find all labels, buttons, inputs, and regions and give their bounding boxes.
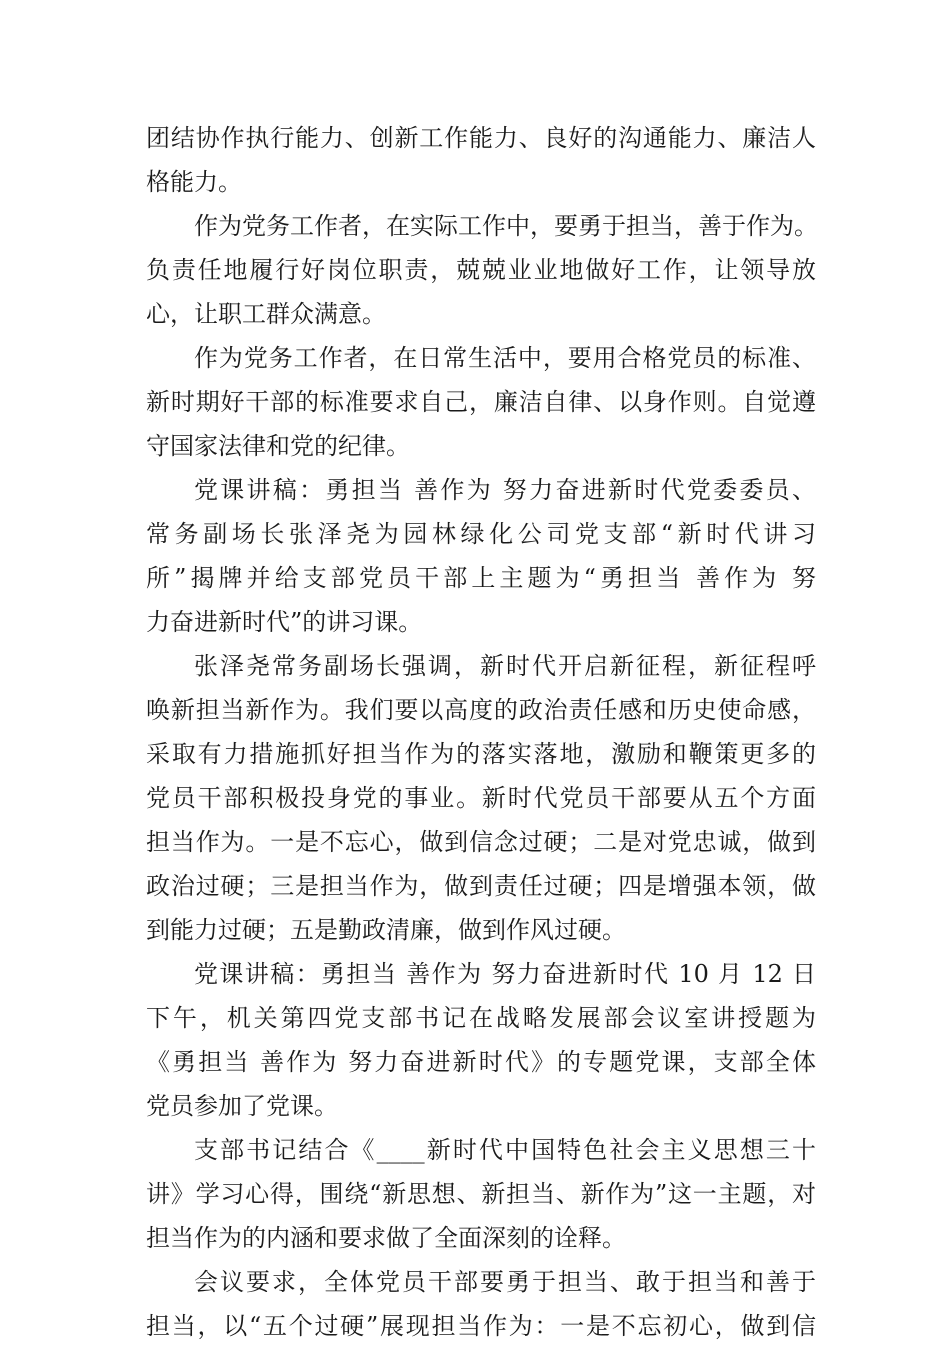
paragraph xyxy=(146,204,816,336)
text-line: 会议要求，全体党员干部要勇于担当、敢于担当和善于 xyxy=(194,1268,816,1296)
text-line: 到能力过硬；五是勤政清廉，做到作风过硬。 xyxy=(146,916,626,944)
paragraph xyxy=(146,1128,816,1260)
text-line: 下午，机关第四党支部书记在战略发展部会议室讲授题为 xyxy=(146,1004,816,1032)
text-line: 担当作为的内涵和要求做了全面深刻的诠释。 xyxy=(146,1224,626,1252)
text-line: 党员参加了党课。 xyxy=(146,1092,338,1120)
paragraph xyxy=(146,336,816,468)
text-line: 采取有力措施抓好担当作为的落实落地，激励和鞭策更多的 xyxy=(146,740,816,768)
text-line: 张泽尧常务副场长强调，新时代开启新征程，新征程呼 xyxy=(194,652,816,680)
paragraph xyxy=(146,644,816,952)
text-line: 作为党务工作者，在日常生活中，要用合格党员的标准、 xyxy=(194,344,816,372)
text-line: 新时期好干部的标准要求自己，廉洁自律、以身作则。自觉遵 xyxy=(146,388,816,416)
text-line: 讲》学习心得，围绕“新思想、新担当、新作为”这一主题，对 xyxy=(146,1180,816,1208)
text-line: 作为党务工作者，在实际工作中，要勇于担当，善于作为。 xyxy=(194,212,818,240)
paragraph xyxy=(146,468,816,644)
text-line: 所”揭牌并给支部党员干部上主题为“勇担当 善作为 努 xyxy=(146,564,816,592)
document-body xyxy=(146,116,816,1348)
text-line: 党课讲稿：勇担当 善作为 努力奋进新时代党委委员、 xyxy=(194,476,816,504)
text-line: 常务副场长张泽尧为园林绿化公司党支部“新时代讲习 xyxy=(146,520,816,548)
text-line: 力奋进新时代”的讲习课。 xyxy=(146,608,423,636)
text-line: 党课讲稿：勇担当 善作为 努力奋进新时代 10 月 12 日 xyxy=(194,960,816,988)
paragraph xyxy=(146,116,816,204)
text-line: 支部书记结合《____新时代中国特色社会主义思想三十 xyxy=(194,1136,816,1164)
text-line: 守国家法律和党的纪律。 xyxy=(146,432,410,460)
text-line: 政治过硬；三是担当作为，做到责任过硬；四是增强本领，做 xyxy=(146,872,816,900)
text-line: 唤新担当新作为。我们要以高度的政治责任感和历史使命感， xyxy=(146,696,816,724)
paragraph xyxy=(146,952,816,1128)
text-line: 心，让职工群众满意。 xyxy=(146,300,386,328)
text-line: 担当，以“五个过硬”展现担当作为：一是不忘初心，做到信 xyxy=(146,1312,816,1340)
text-line: 负责任地履行好岗位职责，兢兢业业地做好工作，让领导放 xyxy=(146,256,816,284)
text-line: 党员干部积极投身党的事业。新时代党员干部要从五个方面 xyxy=(146,784,816,812)
text-line: 担当作为。一是不忘心，做到信念过硬；二是对党忠诚，做到 xyxy=(146,828,816,856)
text-line: 团结协作执行能力、创新工作能力、良好的沟通能力、廉洁人 xyxy=(146,124,816,152)
text-line: 《勇担当 善作为 努力奋进新时代》的专题党课，支部全体 xyxy=(146,1048,816,1076)
text-line: 格能力。 xyxy=(146,168,242,196)
paragraph xyxy=(146,1260,816,1348)
